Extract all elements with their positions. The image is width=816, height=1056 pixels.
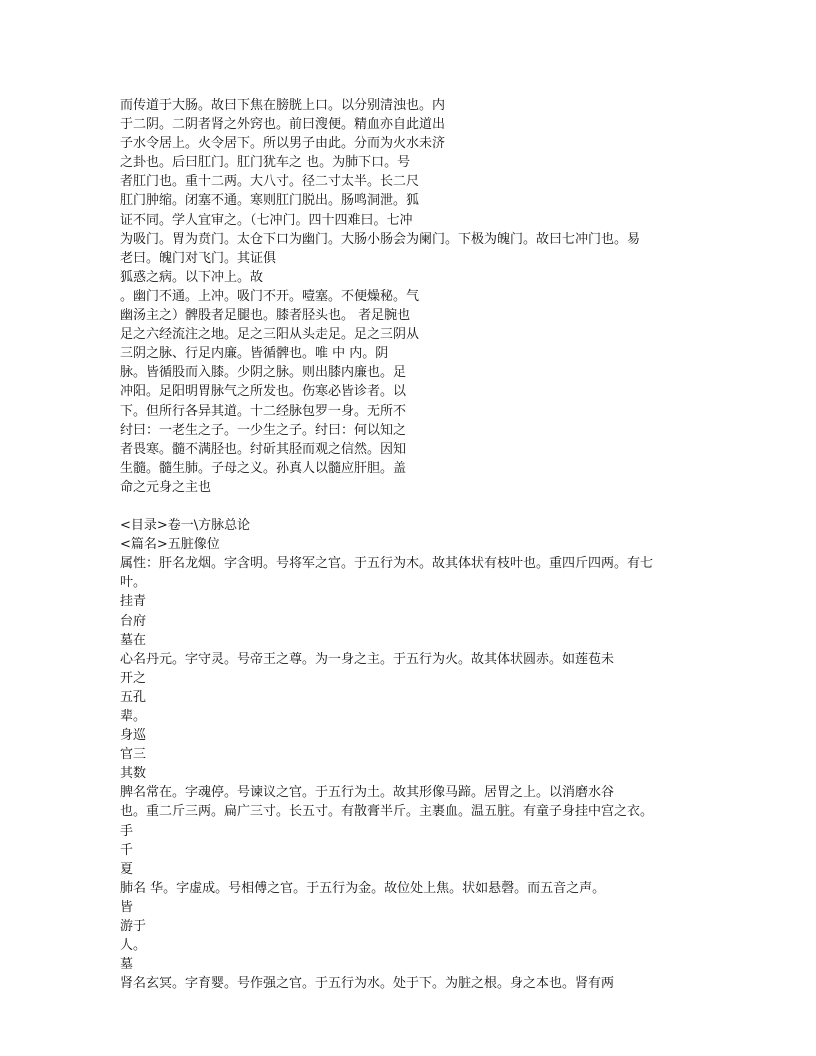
text-line: 肛门肿缩。闭塞不通。寒则肛门脱出。肠鸣洞泄。狐 [120,193,420,209]
text-line: 为吸门。胃为贲门。太仓下口为幽门。大肠小肠会为阑门。下极为魄门。故曰七冲门也。易 [120,231,641,247]
text-line: 肾名玄冥。字育婴。号作强之官。于五行为水。处于下。为脏之根。身之本也。肾有两 [120,976,615,992]
text-line: 生髓。髓生肺。子母之义。孙真人以髓应肝胆。盖 [120,460,407,476]
text-line: 手 [120,823,134,839]
paragraph-gap [120,497,710,516]
text-line: 肺名 华。字虚成。号相傅之官。于五行为金。故位处上焦。状如悬磬。而五音之声。 [120,880,606,896]
text-line: 幽汤主之）髀股者足腿也。膝者胫头也。 者足腕也 [120,308,411,324]
text-line: 冲阳。足阳明胃脉气之所发也。伤寒必皆诊者。以 [120,384,407,400]
text-line: 属性：肝名龙烟。字含明。号将军之官。于五行为木。故其体状有枝叶也。重四斤四两。有七 [120,556,654,572]
text-line: 开之 [120,670,147,686]
text-line: 叶。 [120,575,147,591]
text-line: 足之六经流注之地。足之三阳从头走足。足之三阴从 [120,327,420,343]
text-line: 者畏寒。髓不满胫也。纣斫其胫而观之信然。因知 [120,441,407,457]
text-line: 纣曰：一老生之子。一少生之子。纣曰：何以知之 [120,422,407,438]
text-line: 五孔 [120,689,147,705]
text-line: 。幽门不通。上冲。吸门不开。噎塞。不便燥秘。气 [120,288,420,304]
catalog-heading: <目录>卷一\方脉总论 [120,518,251,534]
text-line: 之卦也。后曰肛门。肛门犹车之 也。为肺下口。号 [120,155,411,171]
text-line: 命之元身之主也 [120,479,212,495]
text-line: 夏 [120,861,134,877]
document-page [120,96,710,993]
text-line: 人。 [120,938,147,954]
text-line: 于二阴。二阴者肾之外窍也。前曰溲便。精血亦自此道出 [120,117,446,133]
text-line: 挂青 [120,594,147,610]
text-line: 心名丹元。字守灵。号帝王之尊。为一身之主。于五行为火。故其体状圆赤。如莲苞未 [120,651,615,667]
text-block-1 [120,96,710,497]
text-line: 墓 [120,957,134,973]
text-line: 证不同。学人宜审之。（七冲门。四十四难曰。七冲 [120,212,413,228]
text-line: 子水令居上。火令居下。所以男子由此。分而为火水未济 [120,136,446,152]
text-line: 者肛门也。重十二两。大八寸。径二寸太半。长二尺 [120,174,420,190]
text-line: 辈。 [120,709,147,724]
text-line: 游于 [120,919,147,935]
text-line: 下。但所行各异其道。十二经脉包罗一身。无所不 [120,403,407,419]
text-line: 狐惑之病。以下冲上。故 [120,269,264,285]
text-line: 千 [120,842,134,858]
text-line: 台府 [120,613,147,629]
text-line: 脾名常在。字魂停。号谏议之官。于五行为土。故其形像马蹄。居胃之上。以消磨水谷 [120,785,615,801]
text-line: 而传道于大肠。故曰下焦在膀胱上口。以分别清浊也。内 [120,98,446,113]
text-line: 也。重二斤三两。扁广三寸。长五寸。有散膏半斤。主裹血。温五脏。有童子身挂中宫之衣。 [120,804,654,820]
text-line: 三阴之脉、行足内廉。皆循髀也。唯 中 内。阴 [120,346,389,362]
text-line: 墓在 [120,632,147,648]
text-block-2 [120,516,710,993]
text-line: 皆 [120,899,134,915]
text-line: 官三 [120,747,147,763]
text-line: 脉。皆循股而入膝。少阴之脉。则出膝内廉也。足 [120,365,407,381]
text-line: 老曰。魄门对飞门。其证俱 [120,250,277,266]
text-line: 身巡 [120,728,147,744]
chapter-heading: <篇名>五脏像位 [120,537,220,553]
text-line: 其数 [120,766,147,782]
